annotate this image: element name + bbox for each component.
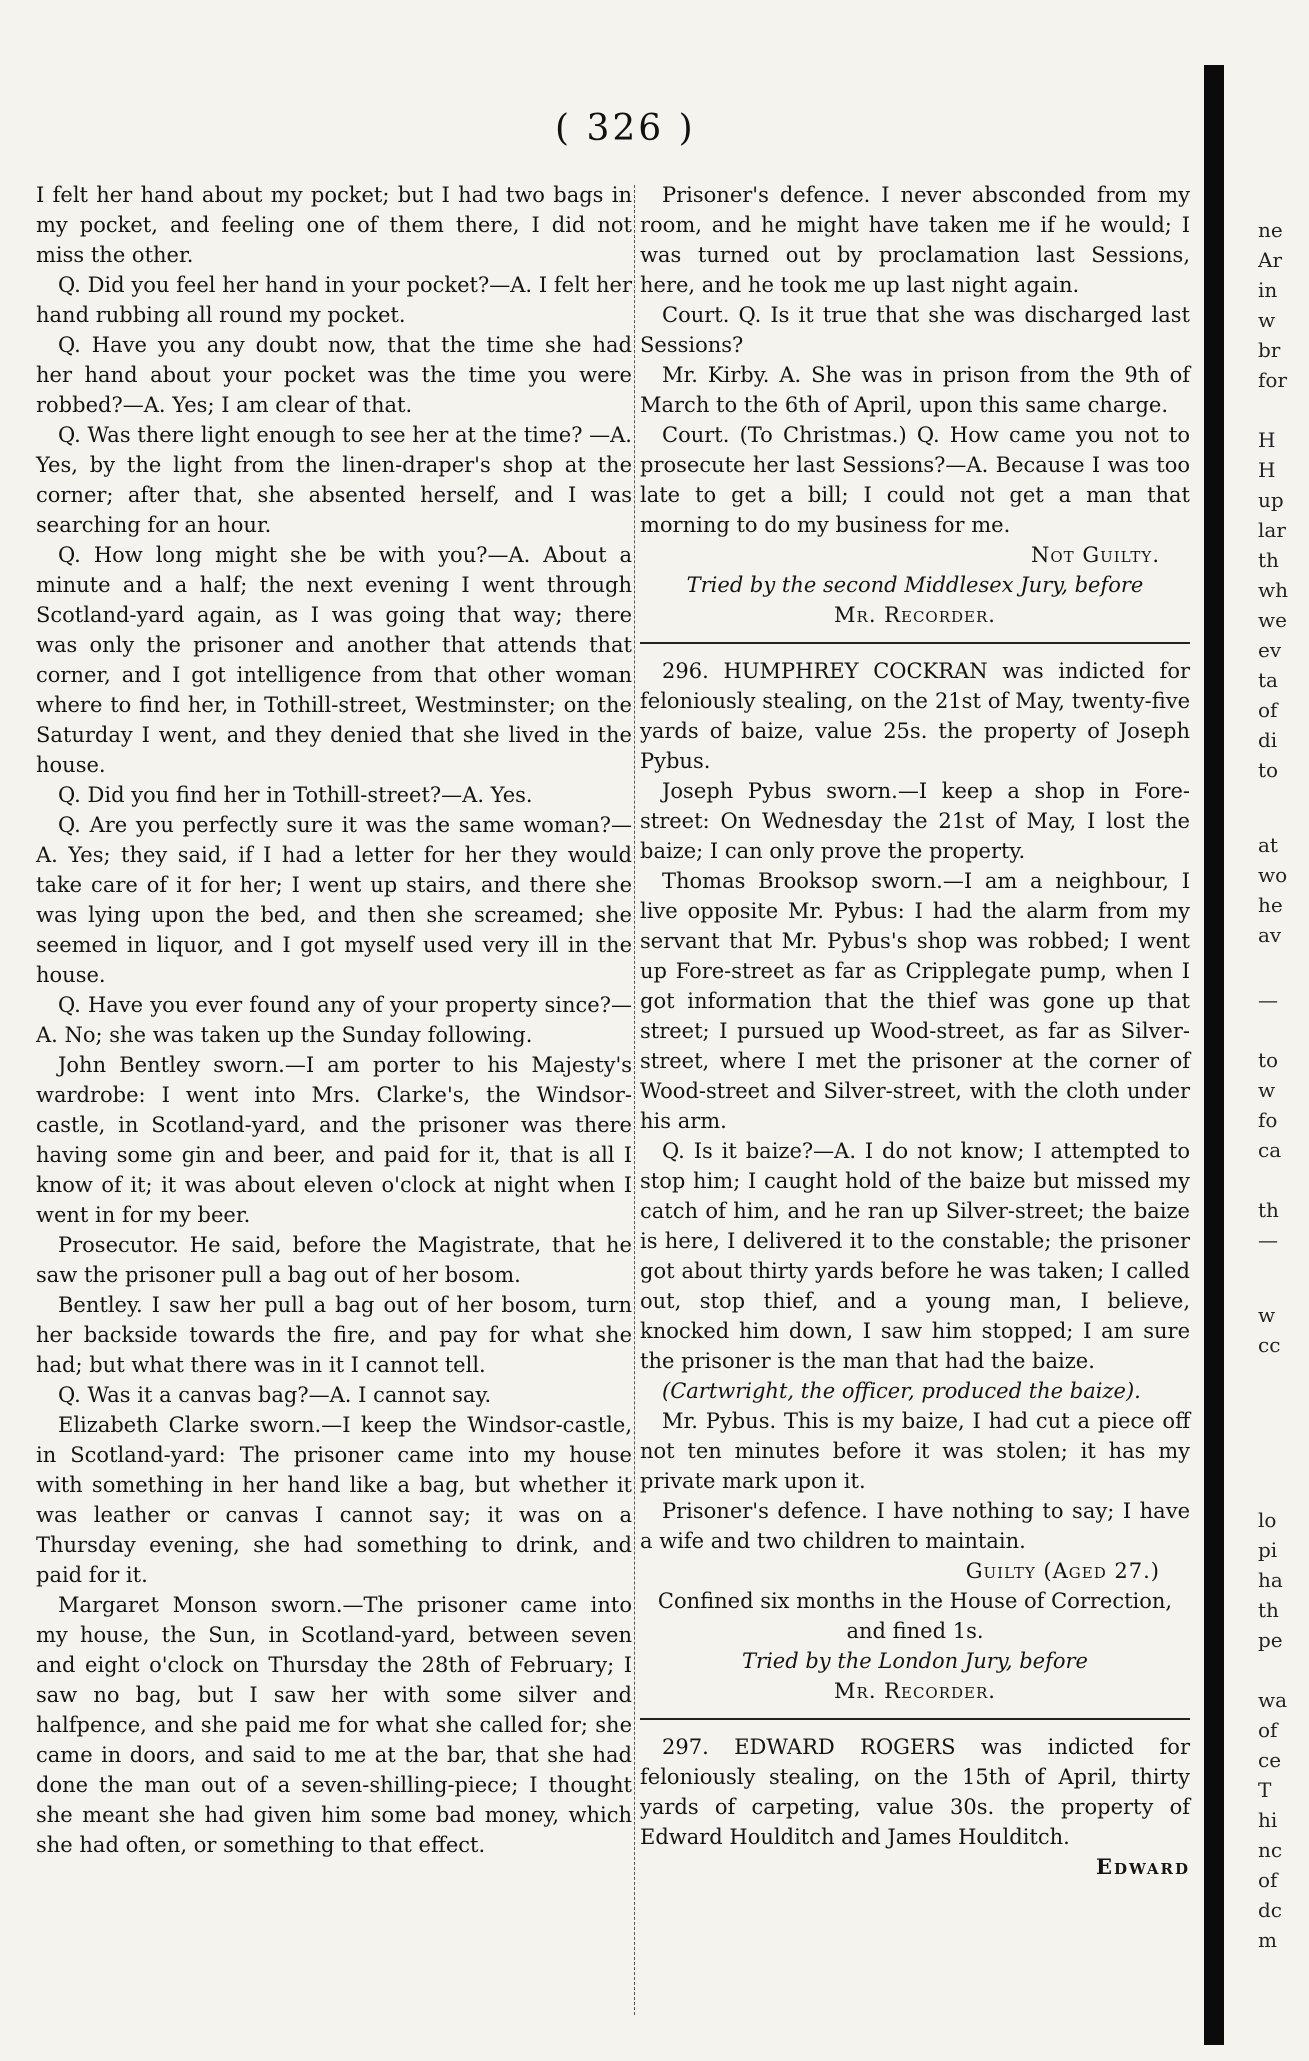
fragment: lar: [1258, 518, 1286, 542]
fragment: av: [1258, 923, 1282, 947]
facing-page-fragment: [1258, 1300, 1308, 1360]
paragraph: Bentley. I saw her pull a bag out of her bosom, turn her backside towards the fire, and pay for what she had; but what there was in it I cannot tell.: [36, 1293, 632, 1377]
catchword: Edward: [1095, 1854, 1190, 1879]
paragraph: Prisoner's defence. I have nothing to say; I have a wife and two children to maintain.: [640, 1499, 1190, 1553]
fragment: [1258, 1015, 1308, 1045]
fragment: we: [1258, 608, 1287, 632]
fragment: [1258, 1165, 1308, 1195]
section-rule: [640, 642, 1190, 644]
fragment: fo: [1258, 1108, 1278, 1132]
fragment: ne: [1258, 218, 1283, 242]
witness-testimony: Elizabeth Clarke sworn.—I keep the Windsor-castle, in Scotland-yard: The prisoner came into my house with something in her hand like a bag, but whether it was leather or canvas I cannot say; it was on a Thursday evening, she had something to drink, and paid for it.: [36, 1413, 632, 1587]
paragraph: I felt her hand about my pocket; but I had two bags in my pocket, and feeling one of them there, I did not miss the other.: [36, 183, 632, 267]
paragraph: Court. Q. Is it true that she was discharged last Sessions?: [640, 303, 1190, 357]
paragraph: Q. Have you ever found any of your property since?—A. No; she was taken up the Sunday following.: [36, 993, 632, 1047]
witness-testimony: Thomas Brooksop sworn.—I am a neighbour, I live opposite Mr. Pybus: I had the alarm from my servant that Mr. Pybus's shop was robbed; I went up Fore-street as far as Cripplegate pump, when I got information that the thief was gone up that street; I pursued up Wood-street, as far as Silver-street, where I met the prisoner at the corner of Wood-street and Silver-street, with the cloth under his arm.: [640, 869, 1190, 1133]
fragment: lo: [1258, 1508, 1277, 1532]
facing-page-fragment: [1258, 830, 1308, 950]
fragment: —: [1258, 1228, 1278, 1252]
fragment: th: [1258, 548, 1279, 572]
fragment: wa: [1258, 1688, 1288, 1712]
fragment: T: [1258, 1778, 1272, 1802]
jury-line: Tried by the second Middlesex Jury, before: [686, 573, 1144, 597]
judge-line: Mr. Recorder.: [834, 603, 996, 627]
fragment: up: [1258, 488, 1284, 512]
page-edge-shadow: [1204, 65, 1224, 2045]
fragment: nc: [1258, 1838, 1283, 1862]
jury-line: Tried by the London Jury, before: [742, 1649, 1088, 1673]
fragment: w: [1258, 308, 1276, 332]
fragment: m: [1258, 1928, 1277, 1952]
paragraph: Q. Is it baize?—A. I do not know; I attempted to stop him; I caught hold of the baize but missed my catch of him, and he ran up Silver-street; the baize is here, I delivered it to the constable; the prisoner got about thirty yards before he was taken; I called out, stop thief, and a young man, I believe, knocked him down, I saw him stopped; I am sure the prisoner is the man that had the baize.: [640, 1139, 1190, 1373]
paragraph: Q. Was it a canvas bag?—A. I cannot say.: [58, 1383, 492, 1407]
fragment: wo: [1258, 863, 1288, 887]
paragraph: Court. (To Christmas.) Q. How came you not to prosecute her last Sessions?—A. Because I was too late to get a bill; I could not get a man that morning to do my business for me.: [640, 423, 1190, 537]
case-heading: 297. EDWARD ROGERS was indicted for feloniously stealing, on the 15th of April, thirty yards of carpeting, value 30s. the property of Edward Houlditch and James Houlditch.: [640, 1735, 1190, 1849]
column-divider: [634, 185, 636, 2015]
fragment: —: [1258, 988, 1278, 1012]
paragraph: (Cartwright, the officer, produced the baize).: [662, 1379, 1141, 1403]
fragment: ev: [1258, 638, 1282, 662]
fragment: w: [1258, 1078, 1276, 1102]
fragment: hi: [1258, 1808, 1278, 1832]
verdict: Guilty (Aged 27.): [965, 1559, 1160, 1583]
page-number: ( 326 ): [555, 108, 696, 149]
right-column: [640, 180, 1190, 1882]
paragraph: Q. Did you find her in Tothill-street?—A. Yes.: [58, 783, 533, 807]
witness-testimony: Margaret Monson sworn.—The prisoner came into my house, the Sun, in Scotland-yard, between seven and eight o'clock on Thursday the 28th of February; I saw no bag, but I saw her with some silver and halfpence, and she paid me for what she called for; she came in doors, and said to me at the bar, that she had done the man out of a seven-shilling-piece; I thought she meant she had given him some bad money, which she had often, or something to that effect.: [36, 1593, 632, 1857]
case-heading: 296. HUMPHREY COCKRAN was indicted for feloniously stealing, on the 21st of May, twenty-five yards of baize, value 25s. the property of Joseph Pybus.: [640, 659, 1190, 773]
fragment: for: [1258, 368, 1288, 392]
fragment: ce: [1258, 1748, 1282, 1772]
facing-page-fragment: [1258, 425, 1308, 785]
fragment: wh: [1258, 578, 1288, 602]
fragment: at: [1258, 833, 1278, 857]
section-rule: [640, 1718, 1190, 1720]
paragraph: Prosecutor. He said, before the Magistrate, that he saw the prisoner pull a bag out of her bosom.: [36, 1233, 632, 1287]
fragment: of: [1258, 1868, 1278, 1892]
left-column: [36, 180, 632, 1860]
facing-page-fragment: [1258, 215, 1308, 395]
fragment: H: [1258, 458, 1276, 482]
paragraph: Q. Was there light enough to see her at the time? —A. Yes, by the light from the linen-draper's shop at the corner; after that, she absented herself, and I was searching for an hour.: [36, 423, 632, 537]
paragraph: Prisoner's defence. I never absconded from my room, and he might have taken me if he would; I was turned out by proclamation last Sessions, here, and he took me up last night again.: [640, 183, 1190, 297]
witness-testimony: John Bentley sworn.—I am porter to his Majesty's wardrobe: I went into Mrs. Clarke's, the Windsor-castle, in Scotland-yard, and the prisoner was there having some gin and beer, and paid for it, that is all I know of it; it was about eleven o'clock at night when I went in for my beer.: [36, 1053, 632, 1227]
fragment: of: [1258, 698, 1278, 722]
fragment: th: [1258, 1198, 1279, 1222]
fragment: H: [1258, 428, 1276, 452]
facing-page-fragment: [1258, 985, 1308, 1255]
witness-testimony: Joseph Pybus sworn.—I keep a shop in Fore-street: On Wednesday the 21st of May, I lost the baize; I can only prove the property.: [640, 779, 1190, 863]
paragraph: Mr. Kirby. A. She was in prison from the 9th of March to the 6th of April, upon this same charge.: [640, 363, 1190, 417]
fragment: to: [1258, 758, 1279, 782]
fragment: di: [1258, 728, 1278, 752]
paragraph: Q. Did you feel her hand in your pocket?—A. I felt her hand rubbing all round my pocket.: [36, 273, 632, 327]
fragment: of: [1258, 1718, 1278, 1742]
sentence: Confined six months in the House of Correction, and fined 1s.: [657, 1589, 1173, 1643]
fragment: dc: [1258, 1898, 1283, 1922]
judge-line: Mr. Recorder.: [834, 1679, 996, 1703]
fragment: br: [1258, 338, 1281, 362]
fragment: pi: [1258, 1538, 1278, 1562]
fragment: to: [1258, 1048, 1279, 1072]
verdict: Not Guilty.: [1030, 543, 1160, 567]
fragment: [1258, 1655, 1308, 1685]
fragment: cc: [1258, 1333, 1281, 1357]
fragment: ta: [1258, 668, 1278, 692]
fragment: th: [1258, 1598, 1279, 1622]
fragment: ha: [1258, 1568, 1283, 1592]
fragment: Ar: [1258, 248, 1283, 272]
paragraph: Q. Have you any doubt now, that the time she had her hand about your pocket was the time you were robbed?—A. Yes; I am clear of that.: [36, 333, 632, 417]
fragment: in: [1258, 278, 1278, 302]
facing-page-fragment: [1258, 1505, 1308, 1955]
fragment: he: [1258, 893, 1283, 917]
paragraph: Q. Are you perfectly sure it was the same woman?—A. Yes; they said, if I had a letter for her they would take care of it for her; I went up stairs, and there she was lying upon the bed, and then she screamed; she seemed in liquor, and I got myself used very ill in the house.: [36, 813, 632, 987]
paragraph: Mr. Pybus. This is my baize, I had cut a piece off not ten minutes before it was stolen; it has my private mark upon it.: [640, 1409, 1190, 1493]
paragraph: Q. How long might she be with you?—A. About a minute and a half; the next evening I went through Scotland-yard again, as I was going that way; there was only the prisoner and another that attends that corner, and I got intelligence from that other woman where to find her, in Tothill-street, Westminster; on the Saturday I went, and they denied that she lived in the house.: [36, 543, 632, 777]
fragment: ca: [1258, 1138, 1282, 1162]
fragment: pe: [1258, 1628, 1283, 1652]
fragment: w: [1258, 1303, 1276, 1327]
